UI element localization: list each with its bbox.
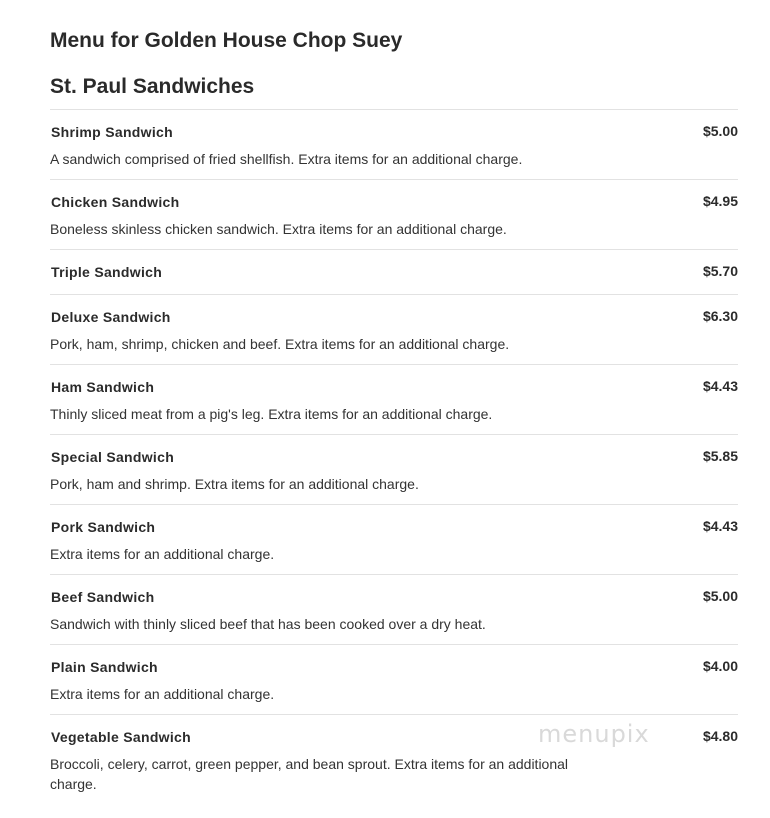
menu-item-price: $6.30 [702,308,738,324]
menu-item-name: Plain Sandwich [51,659,158,675]
menu-item [50,294,738,364]
menu-item-name: Shrimp Sandwich [51,124,173,140]
menu-item-name: Pork Sandwich [51,519,156,535]
menupix-watermark: menupix [538,720,650,748]
menu-item-name: Special Sandwich [51,449,175,465]
menu-item-price: $4.43 [702,378,738,394]
menu-item [50,434,738,504]
menu-item-description: Broccoli, celery, carrot, green pepper, and bean sprout. Extra items for an additional charge. [50,756,569,792]
menu-item-description: Pork, ham and shrimp. Extra items for an additional charge. [50,476,419,492]
menu-item-name: Triple Sandwich [51,264,163,280]
menu-item-price: $5.85 [702,448,738,464]
menu-item-name: Ham Sandwich [51,379,155,395]
menu-item-list [50,109,738,804]
menu-item-description: Pork, ham, shrimp, chicken and beef. Extra items for an additional charge. [50,336,510,352]
menu-item-name: Deluxe Sandwich [51,309,171,325]
menu-item [50,504,738,574]
menu-item [50,644,738,714]
menu-item-description: Extra items for an additional charge. [50,686,275,702]
menu-item-price: $4.95 [702,193,738,209]
menu-item [50,109,738,179]
menu-item-price: $4.00 [702,658,738,674]
menu-item-description: Boneless skinless chicken sandwich. Extra items for an additional charge. [50,221,507,237]
menu-item-price: $5.00 [702,588,738,604]
menu-item-description: Extra items for an additional charge. [50,546,275,562]
menu-item-price: $5.00 [702,123,738,139]
section-title: St. Paul Sandwiches [50,75,255,98]
menu-item [50,364,738,434]
menu-item-name: Beef Sandwich [51,589,155,605]
menu-item-price: $4.43 [702,518,738,534]
menu-item-description: Thinly sliced meat from a pig's leg. Extra items for an additional charge. [50,406,493,422]
menu-item-name: Chicken Sandwich [51,194,180,210]
menu-item [50,574,738,644]
menu-item-description: Sandwich with thinly sliced beef that has been cooked over a dry heat. [50,616,486,632]
menu-item-price: $4.80 [702,728,738,744]
menu-title: Menu for Golden House Chop Suey [50,29,403,52]
menu-item-name: Vegetable Sandwich [51,729,191,745]
menu-item-description: A sandwich comprised of fried shellfish. Extra items for an additional charge. [50,151,523,167]
menu-item [50,179,738,249]
menu-item [50,249,738,294]
menu-item-price: $5.70 [702,263,738,279]
